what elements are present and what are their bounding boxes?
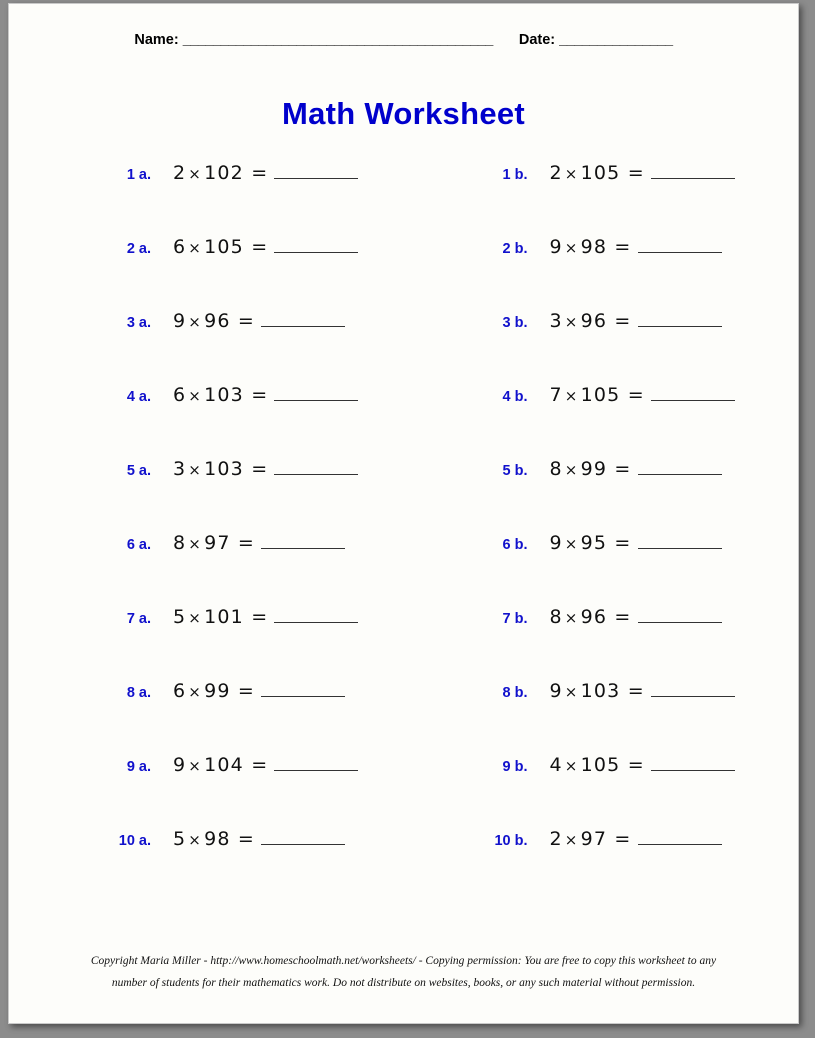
operand-right: 99 <box>204 680 231 702</box>
problem-expression <box>173 828 345 850</box>
problem-expression <box>173 754 358 776</box>
problem-label: 8 a. <box>126 685 151 701</box>
problem-cell <box>91 828 416 850</box>
problem-expression <box>173 384 358 406</box>
equals-sign: = <box>237 680 256 702</box>
worksheet-page <box>8 3 799 1024</box>
equals-sign: = <box>614 828 632 850</box>
operand-left: 8 <box>549 606 563 628</box>
equals-sign: = <box>614 606 632 628</box>
operand-right: 99 <box>580 458 608 480</box>
problem-expression <box>550 828 722 850</box>
problem-label: 9 b. <box>502 759 528 775</box>
answer-blank[interactable] <box>651 684 735 697</box>
problem-label: 3 b. <box>502 315 528 331</box>
problem-expression <box>550 754 735 776</box>
answer-blank[interactable] <box>274 758 358 771</box>
problem-expression <box>173 162 358 184</box>
operand-right: 105 <box>580 384 621 406</box>
equals-sign: = <box>251 754 269 776</box>
problem-expression <box>550 532 722 554</box>
problem-cell <box>416 310 741 332</box>
problem-row <box>91 236 740 310</box>
problem-cell <box>416 606 741 628</box>
equals-sign: = <box>237 532 256 554</box>
problem-row <box>91 458 740 532</box>
problem-cell <box>416 384 741 406</box>
multiply-icon: × <box>188 609 203 627</box>
multiply-icon: × <box>188 535 203 553</box>
problem-cell <box>416 680 741 702</box>
multiply-icon: × <box>188 165 203 183</box>
equals-sign: = <box>251 384 269 406</box>
operand-right: 96 <box>580 606 608 628</box>
operand-right: 97 <box>204 532 231 554</box>
problem-row <box>91 680 740 754</box>
problem-cell <box>416 458 741 480</box>
problem-expression <box>550 680 735 702</box>
problem-cell <box>416 532 741 554</box>
answer-blank[interactable] <box>651 166 735 179</box>
multiply-icon: × <box>564 683 579 701</box>
problem-cell <box>416 754 741 776</box>
problem-label: 9 a. <box>126 759 151 775</box>
copyright-line-1: Copyright Maria Miller - http://www.homeschoolmath.net/worksheets/ - Copying permission: You are free to copy this worksheet to any <box>90 955 717 968</box>
equals-sign: = <box>251 236 269 258</box>
copyright-line-2: number of students for their mathematics work. Do not distribute on websites, books, or any such material without permission. <box>111 977 696 990</box>
operand-left: 8 <box>173 532 187 554</box>
problem-cell <box>91 606 416 628</box>
equals-sign: = <box>627 162 645 184</box>
multiply-icon: × <box>564 461 579 479</box>
problem-row <box>91 310 740 384</box>
name-blank-rule: _________________________________________ <box>182 32 493 48</box>
problem-expression <box>173 532 345 554</box>
multiply-icon: × <box>188 831 203 849</box>
equals-sign: = <box>251 606 269 628</box>
problem-label: 5 a. <box>126 463 151 479</box>
problem-expression <box>550 384 735 406</box>
problem-label: 7 b. <box>502 611 528 627</box>
answer-blank[interactable] <box>638 240 722 253</box>
multiply-icon: × <box>188 683 203 701</box>
problem-label: 10 a. <box>118 833 151 849</box>
operand-right: 101 <box>204 606 244 628</box>
operand-left: 5 <box>173 828 187 850</box>
multiply-icon: × <box>188 239 203 257</box>
operand-right: 103 <box>204 384 244 406</box>
operand-left: 8 <box>549 458 563 480</box>
problem-row <box>91 162 740 236</box>
problem-cell <box>91 162 416 184</box>
multiply-icon: × <box>564 609 579 627</box>
problem-label: 10 b. <box>494 833 528 849</box>
operand-right: 103 <box>580 680 621 702</box>
problem-expression <box>550 310 722 332</box>
operand-right: 103 <box>204 458 244 480</box>
answer-blank[interactable] <box>638 610 722 623</box>
problem-expression <box>550 606 722 628</box>
operand-right: 95 <box>580 532 608 554</box>
problem-cell <box>91 754 416 776</box>
multiply-icon: × <box>188 313 203 331</box>
operand-right: 105 <box>580 162 621 184</box>
answer-blank[interactable] <box>274 166 358 179</box>
equals-sign: = <box>251 162 269 184</box>
operand-right: 105 <box>580 754 621 776</box>
worksheet-header <box>9 4 798 48</box>
problem-cell <box>91 458 416 480</box>
problem-expression <box>173 236 358 258</box>
answer-blank[interactable] <box>261 684 345 697</box>
problem-list <box>9 162 798 902</box>
problem-label: 1 a. <box>126 167 151 183</box>
answer-blank[interactable] <box>274 610 358 623</box>
equals-sign: = <box>614 236 632 258</box>
equals-sign: = <box>627 384 645 406</box>
problem-label: 8 b. <box>502 685 528 701</box>
problem-row <box>91 828 740 902</box>
problem-cell <box>91 680 416 702</box>
operand-left: 6 <box>173 236 187 258</box>
name-field <box>134 32 493 48</box>
problem-expression <box>550 162 735 184</box>
problem-label: 7 a. <box>126 611 151 627</box>
problem-cell <box>416 828 741 850</box>
operand-left: 6 <box>173 680 187 702</box>
operand-left: 9 <box>173 310 187 332</box>
problem-expression <box>550 236 722 258</box>
operand-right: 96 <box>204 310 231 332</box>
answer-blank[interactable] <box>638 832 722 845</box>
problem-label: 3 a. <box>126 315 151 331</box>
multiply-icon: × <box>564 757 579 775</box>
name-label: Name: <box>134 32 179 48</box>
multiply-icon: × <box>188 461 203 479</box>
problem-label: 4 a. <box>126 389 151 405</box>
multiply-icon: × <box>564 313 579 331</box>
operand-left: 7 <box>549 384 563 406</box>
multiply-icon: × <box>188 387 203 405</box>
equals-sign: = <box>627 680 645 702</box>
problem-row <box>91 606 740 680</box>
operand-left: 9 <box>549 236 563 258</box>
answer-blank[interactable] <box>261 314 345 327</box>
operand-right: 96 <box>580 310 608 332</box>
operand-left: 9 <box>173 754 187 776</box>
problem-cell <box>416 162 741 184</box>
problem-row <box>91 754 740 828</box>
operand-left: 9 <box>549 532 563 554</box>
problem-label: 2 b. <box>502 241 528 257</box>
problem-label: 6 a. <box>126 537 151 553</box>
problem-row <box>91 384 740 458</box>
date-blank-rule: _______________ <box>559 32 673 48</box>
equals-sign: = <box>237 828 256 850</box>
answer-blank[interactable] <box>638 462 722 475</box>
operand-left: 2 <box>173 162 187 184</box>
problem-cell <box>91 310 416 332</box>
answer-blank[interactable] <box>274 240 358 253</box>
operand-left: 9 <box>549 680 563 702</box>
answer-blank[interactable] <box>261 832 345 845</box>
operand-right: 105 <box>204 236 244 258</box>
operand-left: 2 <box>549 162 563 184</box>
date-label: Date: <box>518 32 556 48</box>
problem-row <box>91 532 740 606</box>
equals-sign: = <box>614 532 632 554</box>
problem-label: 4 b. <box>502 389 528 405</box>
operand-right: 98 <box>204 828 231 850</box>
problem-expression <box>173 680 345 702</box>
problem-cell <box>416 236 741 258</box>
problem-label: 6 b. <box>502 537 528 553</box>
operand-left: 3 <box>173 458 187 480</box>
copyright-footer <box>9 951 798 995</box>
answer-blank[interactable] <box>261 536 345 549</box>
equals-sign: = <box>251 458 269 480</box>
operand-left: 5 <box>173 606 187 628</box>
operand-right: 102 <box>204 162 244 184</box>
page-title: Math Worksheet <box>281 96 526 131</box>
problem-expression <box>173 310 345 332</box>
equals-sign: = <box>627 754 645 776</box>
operand-right: 104 <box>204 754 244 776</box>
operand-left: 4 <box>549 754 563 776</box>
answer-blank[interactable] <box>651 388 735 401</box>
operand-left: 6 <box>173 384 187 406</box>
equals-sign: = <box>237 310 256 332</box>
operand-left: 2 <box>549 828 563 850</box>
multiply-icon: × <box>564 831 579 849</box>
multiply-icon: × <box>564 535 579 553</box>
problem-cell <box>91 532 416 554</box>
problem-cell <box>91 236 416 258</box>
answer-blank[interactable] <box>638 314 722 327</box>
problem-label: 1 b. <box>502 167 528 183</box>
equals-sign: = <box>614 310 632 332</box>
problem-label: 2 a. <box>126 241 151 257</box>
answer-blank[interactable] <box>274 462 358 475</box>
multiply-icon: × <box>564 387 579 405</box>
problem-expression <box>550 458 722 480</box>
operand-left: 3 <box>549 310 563 332</box>
multiply-icon: × <box>188 757 203 775</box>
problem-label: 5 b. <box>502 463 528 479</box>
answer-blank[interactable] <box>651 758 735 771</box>
date-field <box>519 32 673 48</box>
operand-right: 98 <box>580 236 608 258</box>
problem-expression <box>173 606 358 628</box>
problem-cell <box>91 384 416 406</box>
multiply-icon: × <box>564 239 579 257</box>
problem-expression <box>173 458 358 480</box>
multiply-icon: × <box>564 165 579 183</box>
operand-right: 97 <box>580 828 608 850</box>
equals-sign: = <box>614 458 632 480</box>
answer-blank[interactable] <box>274 388 358 401</box>
answer-blank[interactable] <box>638 536 722 549</box>
